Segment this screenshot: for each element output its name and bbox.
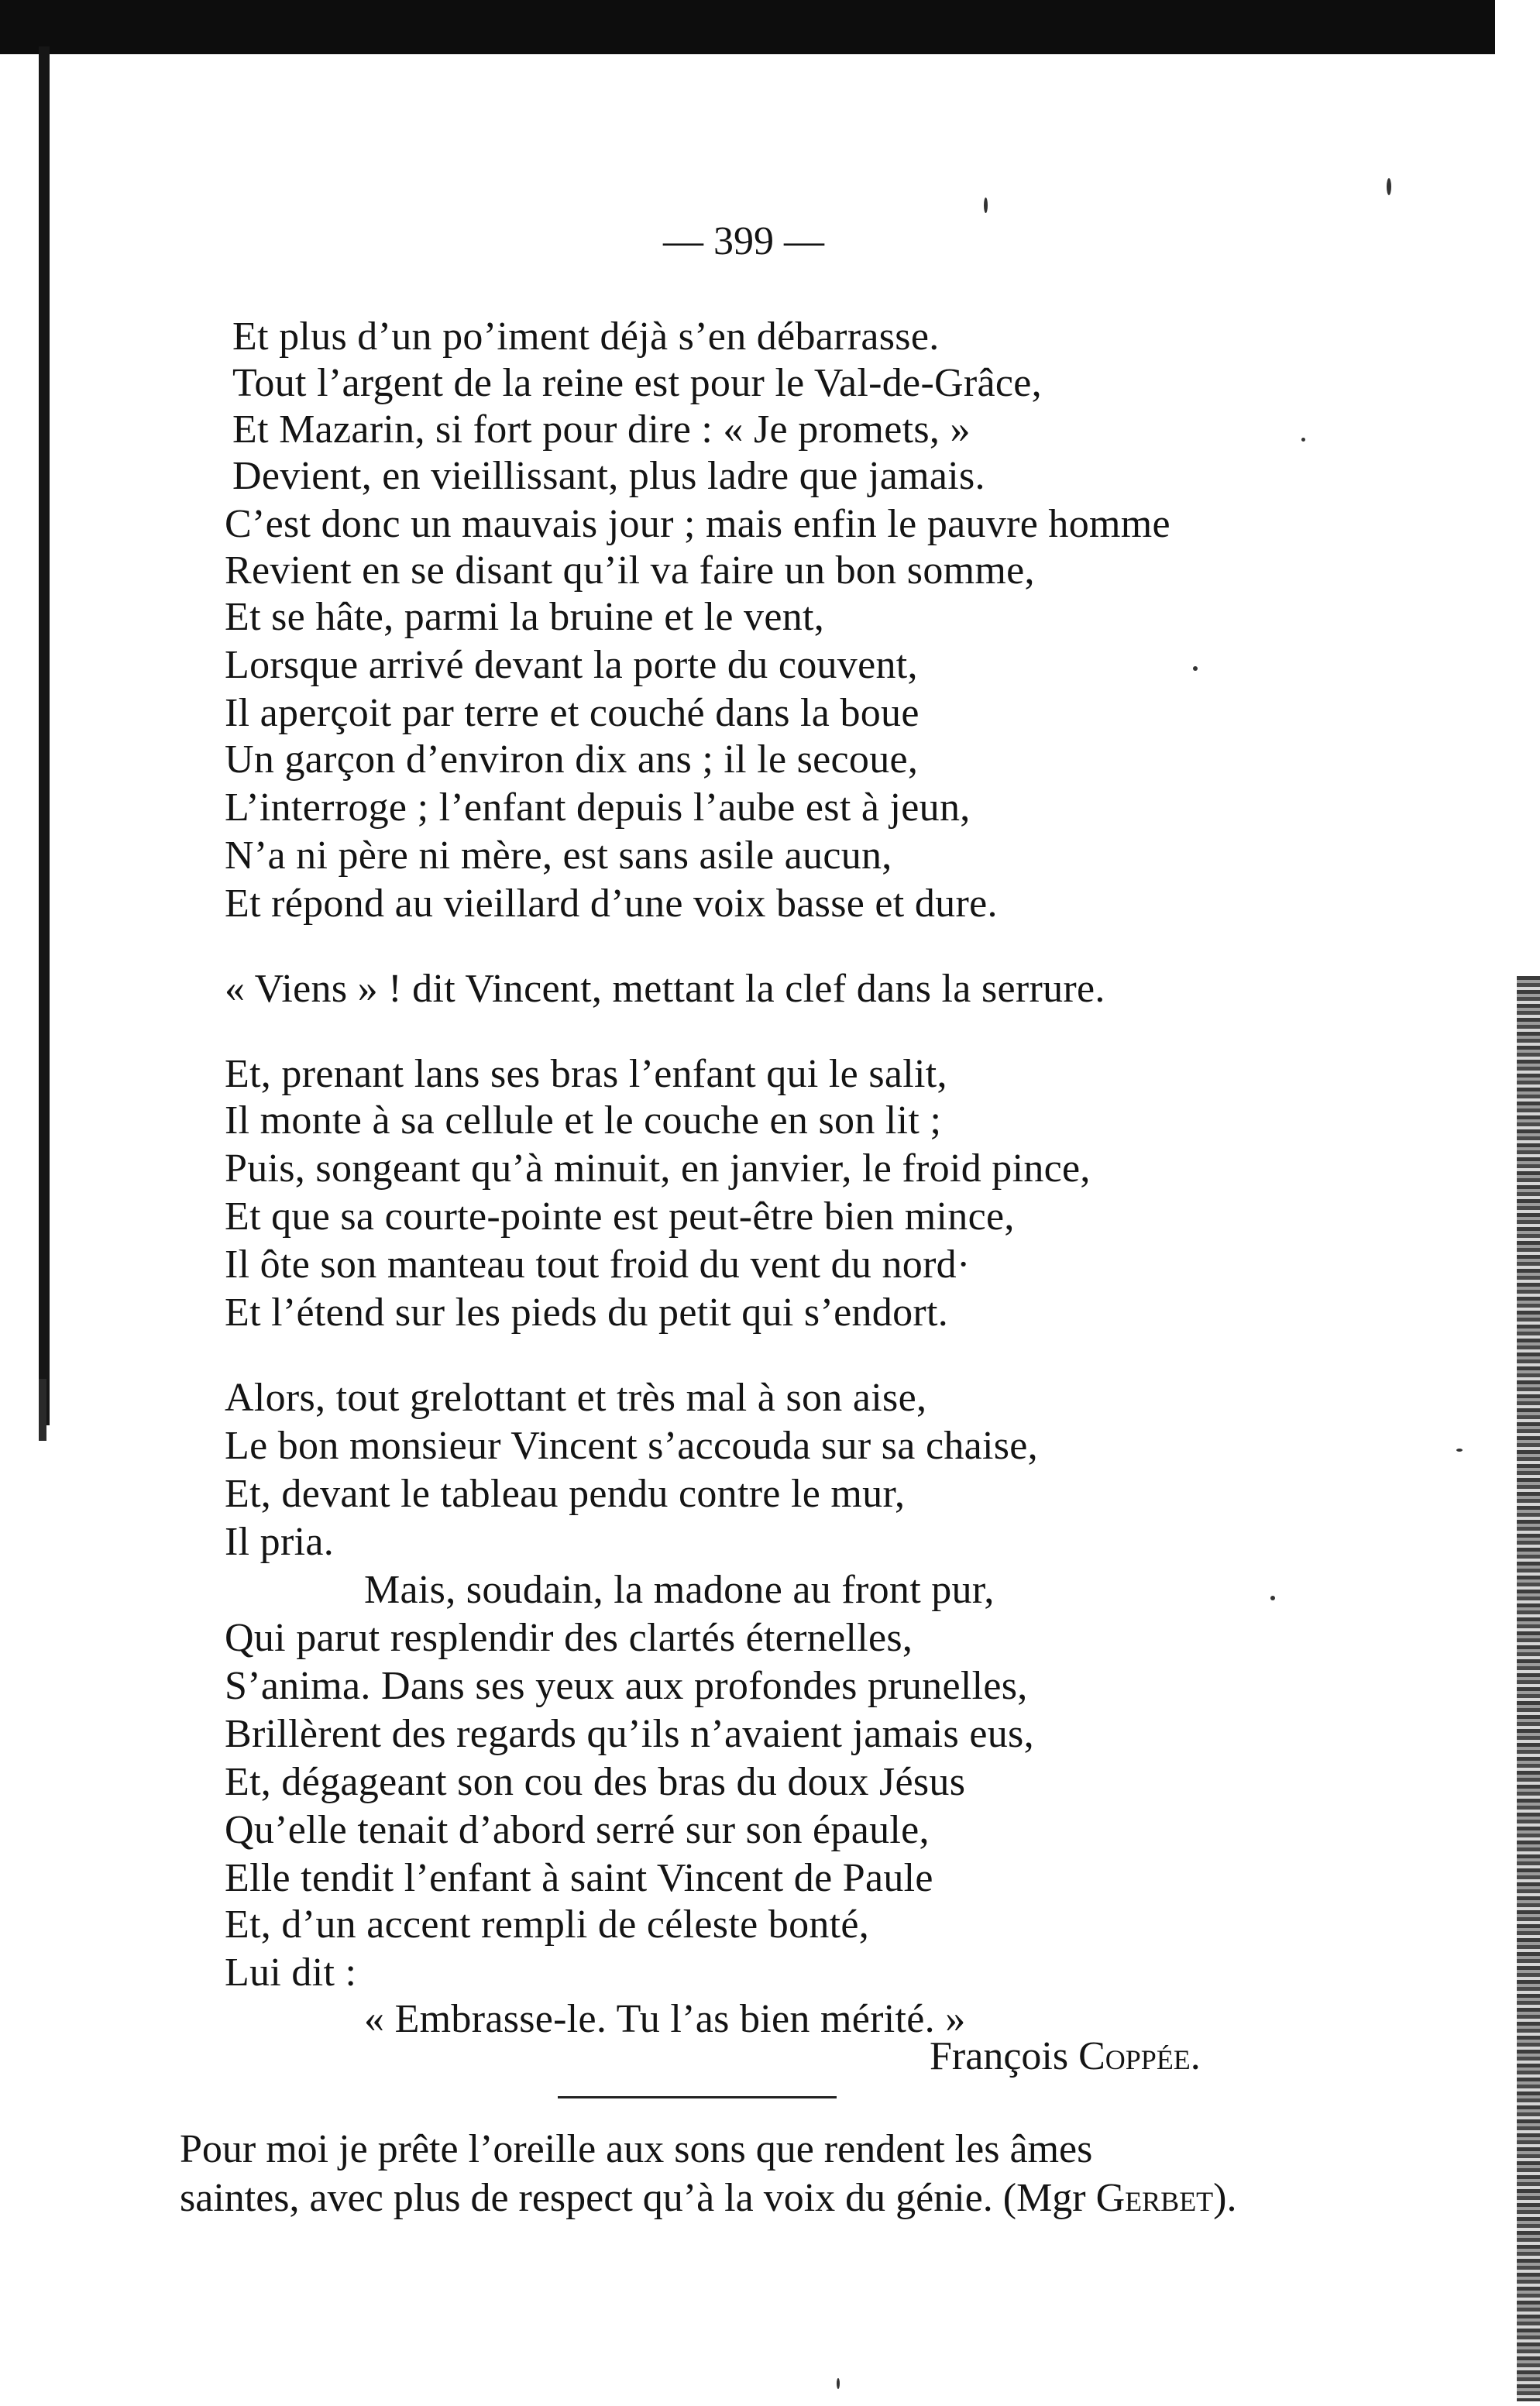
poem-line: Elle tendit l’enfant à saint Vincent de Paule (225, 1856, 933, 1900)
scan-speck (1456, 1449, 1463, 1452)
quote-attribution-close: ). (1213, 2176, 1237, 2220)
scan-speck (1301, 438, 1305, 442)
poem-line: Et Mazarin, si fort pour dire : « Je promets, » (232, 407, 971, 452)
poem-line: Il ôte son manteau tout froid du vent du nord· (225, 1243, 971, 1287)
scan-speck (984, 198, 988, 213)
scan-speck (1387, 178, 1391, 195)
poem-line: Et plus d’un po’iment déjà s’en débarrasse. (232, 314, 940, 359)
quote-attribution-open: (Mgr (1002, 2176, 1096, 2220)
quote-attribution-name: Gerbet (1095, 2176, 1214, 2220)
poem-line: Et que sa courte-pointe est peut-être bien mince, (225, 1194, 1015, 1239)
poem-line: Le bon monsieur Vincent s’accouda sur sa chaise, (225, 1424, 1038, 1468)
poem-line: Qui parut resplendir des clartés éternelles, (225, 1616, 913, 1660)
poem-line: Et l’étend sur les pieds du petit qui s’endort. (225, 1291, 949, 1335)
poem-signature (930, 2033, 1201, 2079)
scan-top-border (0, 0, 1495, 54)
signature-first-name: François (930, 2034, 1069, 2078)
poem-line: Lui dit : (225, 1951, 357, 1995)
poem-line: Et, prenant lans ses bras l’enfant qui le salit, (225, 1052, 947, 1096)
poem-line: S’anima. Dans ses yeux aux profondes prunelles, (225, 1664, 1028, 1708)
poem-line: « Viens » ! dit Vincent, mettant la clef dans la serrure. (225, 967, 1105, 1011)
scan-left-border-fade (39, 1379, 46, 1441)
signature-last-name: Coppée. (1078, 2034, 1201, 2078)
poem-line: Et, d’un accent rempli de céleste bonté, (225, 1902, 870, 1947)
poem-line: « Embrasse-le. Tu l’as bien mérité. » (364, 1997, 966, 2041)
quote-line-1: Pour moi je prête l’oreille aux sons que rendent les âmes (180, 2127, 1093, 2171)
poem-line: Un garçon d’environ dix ans ; il le secoue, (225, 737, 919, 782)
poem-line: Puis, songeant qu’à minuit, en janvier, le froid pince, (225, 1146, 1091, 1191)
quote-text: saintes, avec plus de respect qu’à la voix du génie. (180, 2176, 993, 2220)
scan-left-border (39, 46, 50, 1425)
poem-line: Brillèrent des regards qu’ils n’avaient jamais eus, (225, 1712, 1034, 1756)
separator-rule (558, 2096, 837, 2098)
poem-line: Et, dégageant son cou des bras du doux Jésus (225, 1760, 966, 1804)
poem-line: Il aperçoit par terre et couché dans la boue (225, 691, 920, 735)
poem-line: Qu’elle tenait d’abord serré sur son épaule, (225, 1808, 930, 1852)
scan-speck (1193, 666, 1198, 671)
poem-line: Lorsque arrivé devant la porte du couvent, (225, 643, 918, 687)
poem-line: Devient, en vieillissant, plus ladre que jamais. (232, 454, 985, 498)
poem-line: Alors, tout grelottant et très mal à son aise, (225, 1376, 927, 1420)
poem-line: Et répond au vieillard d’une voix basse et dure. (225, 882, 998, 926)
poem-line: Et se hâte, parmi la bruine et le vent, (225, 595, 825, 639)
page-number: — 399 — (663, 219, 824, 263)
scan-right-edge (1517, 976, 1540, 2401)
poem-line: N’a ni père ni mère, est sans asile aucun, (225, 834, 892, 878)
poem-line: L’interroge ; l’enfant depuis l’aube est à jeun, (225, 785, 971, 830)
poem-line: Il pria. (225, 1520, 335, 1564)
poem-line: Et, devant le tableau pendu contre le mur, (225, 1472, 906, 1516)
poem-line: Il monte à sa cellule et le couche en son lit ; (225, 1098, 942, 1143)
poem-line: C’est donc un mauvais jour ; mais enfin le pauvre homme (225, 502, 1170, 546)
poem-line: Tout l’argent de la reine est pour le Val-de-Grâce, (232, 361, 1042, 405)
quote-line-2 (180, 2175, 1237, 2221)
scan-speck (837, 2378, 840, 2389)
scan-speck (1270, 1596, 1275, 1600)
poem-line: Revient en se disant qu’il va faire un bon somme, (225, 548, 1035, 593)
poem-line: Mais, soudain, la madone au front pur, (364, 1568, 995, 1612)
